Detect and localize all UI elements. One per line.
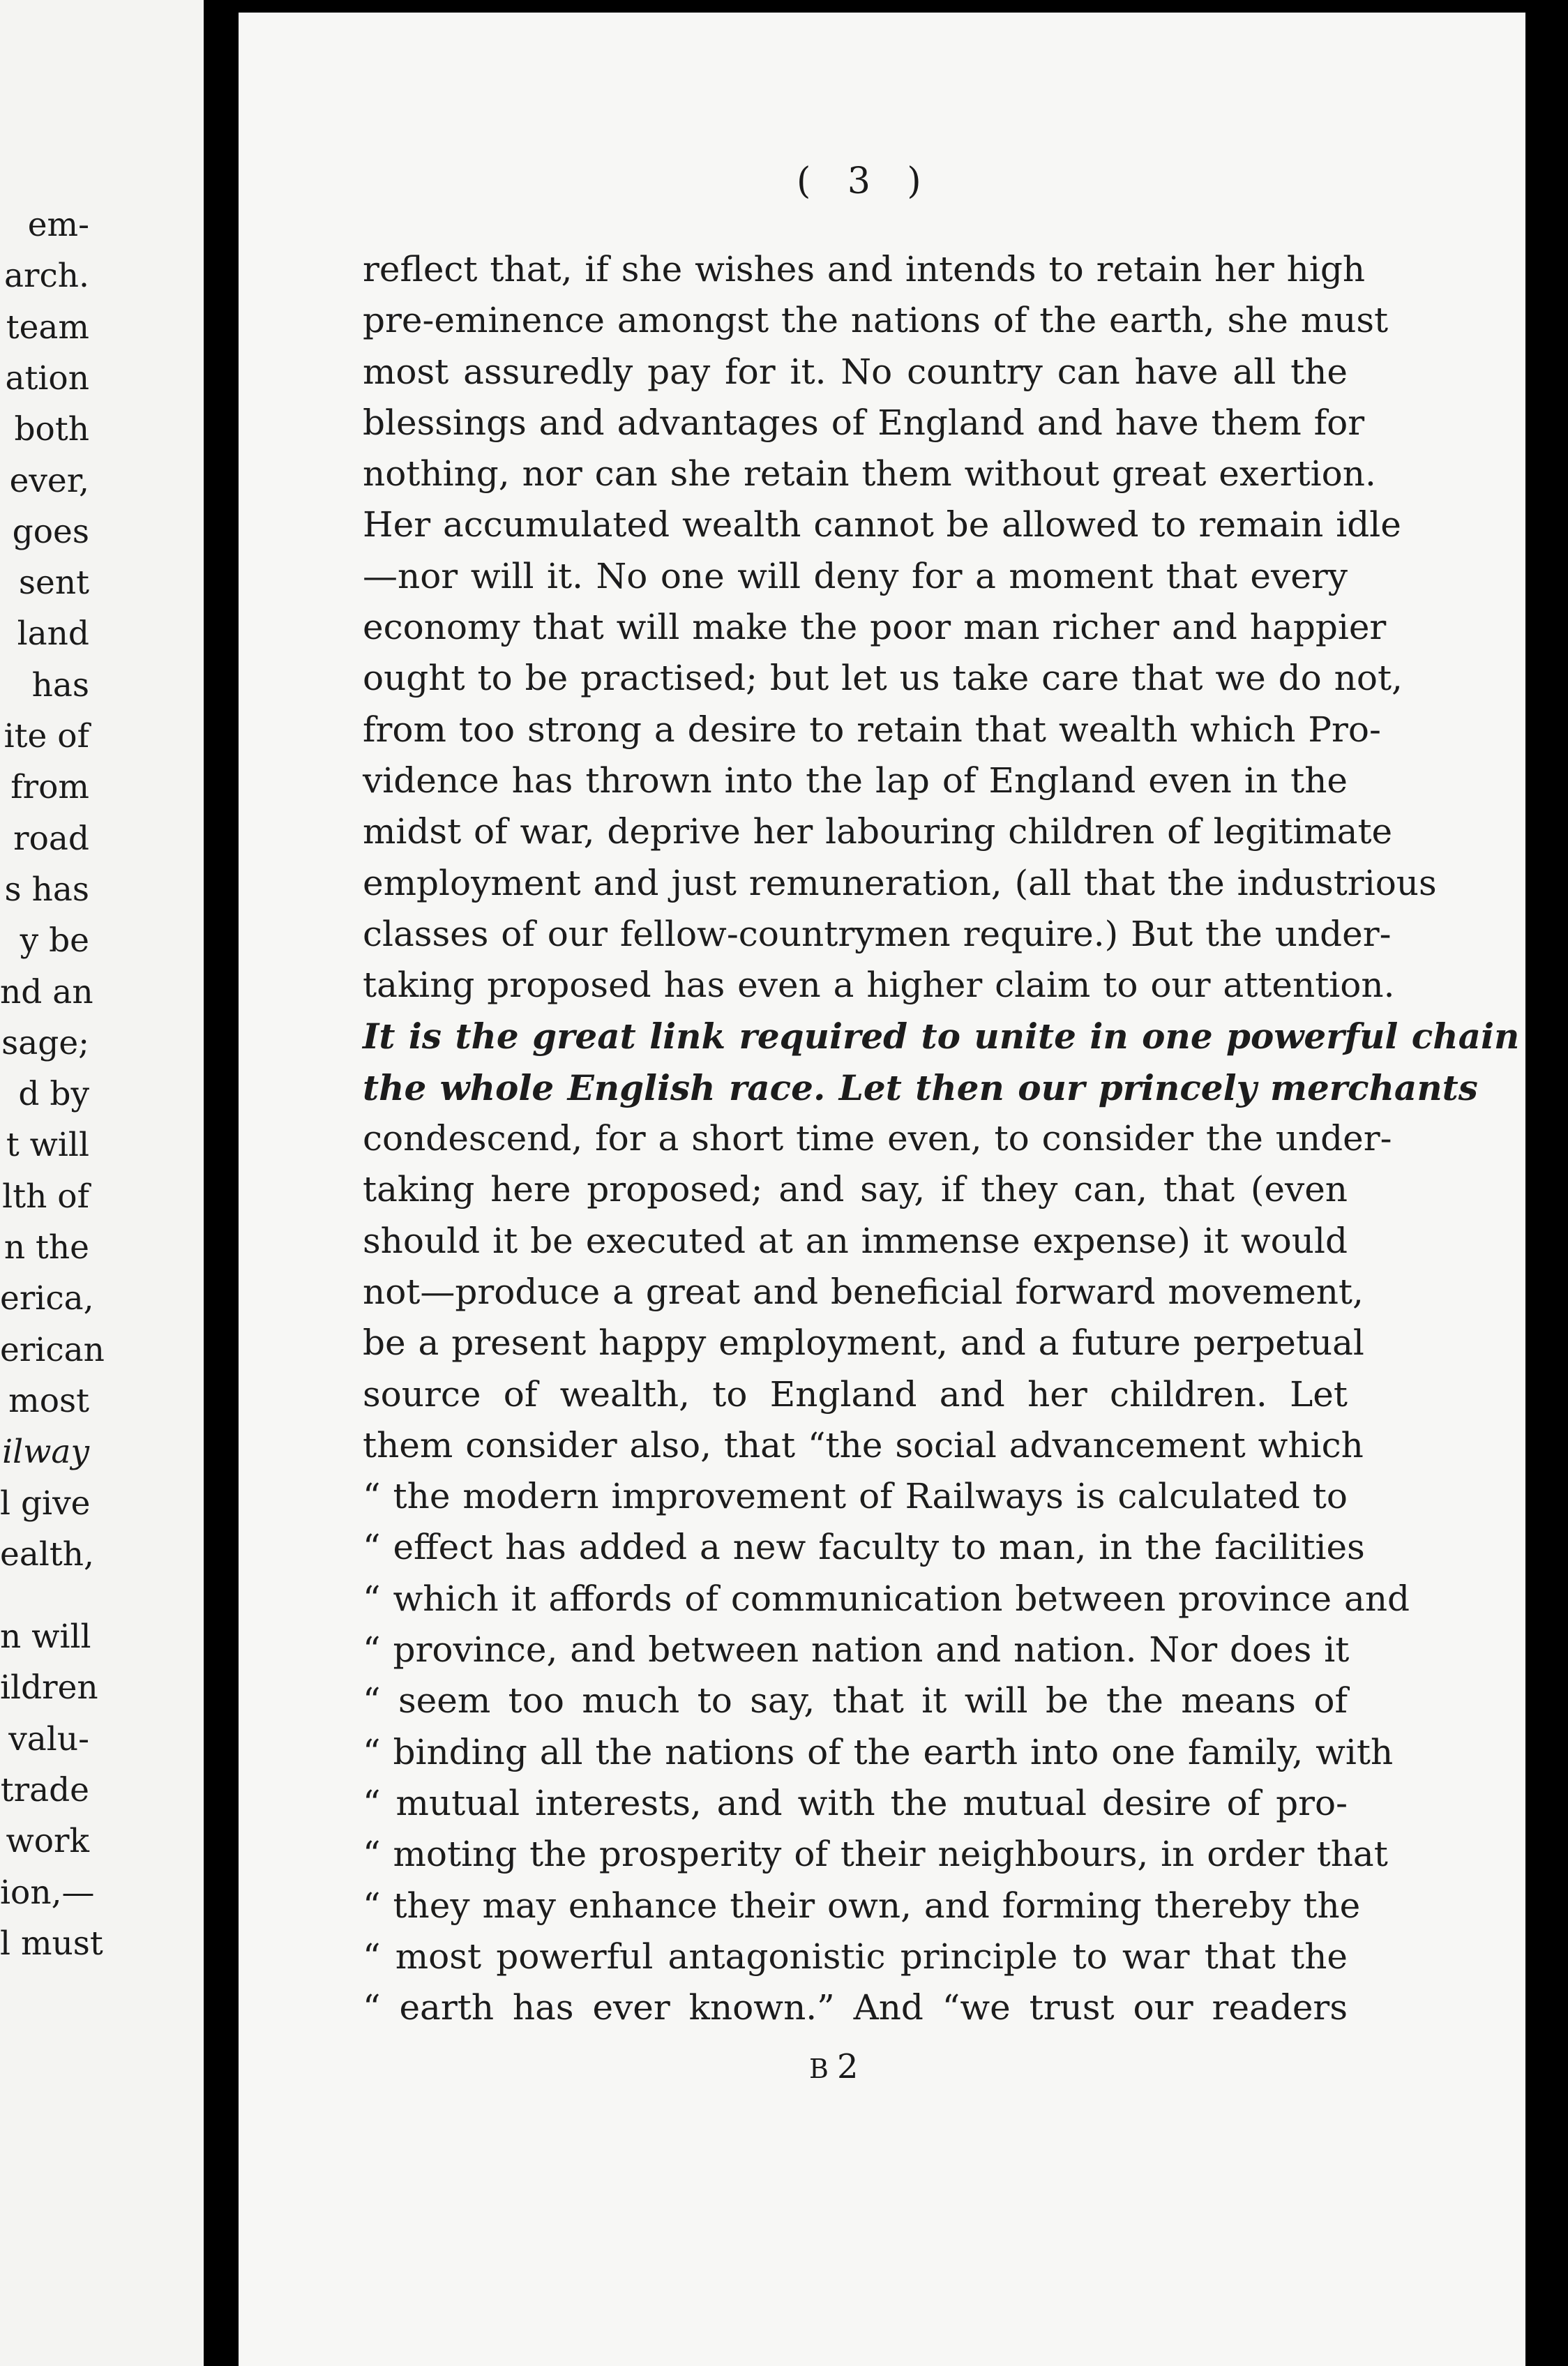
left-page-fragment: erica, [0, 1279, 94, 1318]
left-page-fragment: ildren [0, 1668, 98, 1708]
text-line: blessings and advantages of England and have them for [363, 402, 1365, 443]
text-line: “ seem too much to say, that it will be the means of [363, 1680, 1348, 1721]
text-line: economy that will make the poor man richer and happier [363, 607, 1387, 648]
text-line: Her accumulated wealth cannot be allowed to remain idle [363, 504, 1401, 545]
text-line: “ mutual interests, and with the mutual desire of pro- [363, 1782, 1348, 1823]
text-line: the whole English race. Let then our princely merchants [363, 1067, 1478, 1108]
text-line: “ moting the prosperity of their neighbours, in order that [363, 1834, 1388, 1875]
page-right-edge [1525, 0, 1568, 2366]
text-line: “ which it affords of communication between province and [363, 1578, 1410, 1619]
signature-letter: B [809, 2054, 829, 2084]
text-line: taking proposed has even a higher claim to our attention. [363, 965, 1395, 1006]
text-line: “ the modern improvement of Railways is calculated to [363, 1476, 1348, 1517]
left-page-fragment: em- [27, 206, 89, 244]
left-page-fragment: lth of [2, 1177, 89, 1216]
left-page-fragment: road [13, 819, 89, 858]
left-page-fragment: has [31, 665, 89, 704]
left-page-fragment: t will [6, 1126, 89, 1165]
text-line: reflect that, if she wishes and intends to retain her high [363, 249, 1366, 289]
left-page-fragment: n the [3, 1228, 89, 1267]
left-page-fragment: nd an [0, 972, 93, 1011]
previous-page-edge [0, 0, 204, 2366]
left-page-fragment: n will [0, 1618, 91, 1657]
left-page-fragment: s has [4, 870, 89, 909]
left-page-fragment: ion,— [0, 1873, 95, 1912]
text-line: source of wealth, to England and her children. Let [363, 1373, 1348, 1415]
left-page-fragment: y be [20, 921, 89, 960]
text-line: midst of war, deprive her labouring children of legitimate [363, 811, 1393, 852]
page-number-header: ( 3 ) [797, 160, 934, 202]
left-page-fragment: arch. [3, 257, 89, 296]
text-line: taking here proposed; and say, if they can, that (even [363, 1169, 1348, 1210]
left-page-fragment: l give [0, 1484, 91, 1523]
left-page-fragment: ealth, [0, 1535, 94, 1574]
text-line: “ they may enhance their own, and forming thereby the [363, 1885, 1361, 1926]
text-line: condescend, for a short time even, to consider the under- [363, 1118, 1392, 1159]
signature-mark [809, 2047, 858, 2086]
text-line: “ province, and between nation and nation. Nor does it [363, 1629, 1350, 1671]
text-line: It is the great link required to unite in one powerful chain [363, 1016, 1520, 1057]
left-page-fragment: d by [18, 1075, 89, 1114]
text-line: be a present happy employment, and a future perpetual [363, 1323, 1364, 1364]
left-page-fragment: ilway [2, 1433, 89, 1472]
text-line: vidence has thrown into the lap of England even in the [363, 760, 1348, 801]
text-line: pre-eminence amongst the nations of the earth, she must [363, 300, 1389, 341]
text-line: —nor will it. No one will deny for a moment that every [363, 555, 1348, 596]
left-page-fragment: team [6, 308, 89, 347]
text-line: “ binding all the nations of the earth into one family, with [363, 1731, 1394, 1772]
text-line: “ most powerful antagonistic principle to war that the [363, 1936, 1348, 1977]
left-page-fragment: sent [18, 564, 89, 603]
left-page-fragment: most [8, 1381, 89, 1420]
left-page-fragment: goes [12, 512, 89, 551]
left-page-fragment: erican [0, 1330, 105, 1369]
text-line: ought to be practised; but let us take care that we do not, [363, 658, 1403, 699]
text-line: nothing, nor can she retain them without great exertion. [363, 453, 1376, 495]
left-page-fragment: trade [0, 1771, 89, 1809]
left-page-fragment: l must [0, 1924, 103, 1963]
left-page-fragment: ation [5, 359, 89, 398]
text-line: “ earth has ever known.” And “we trust our readers [363, 1987, 1348, 2028]
text-line: should it be executed at an immense expense) it would [363, 1220, 1348, 1261]
page-body-text [363, 244, 1520, 2033]
left-page-fragment: sage; [1, 1023, 89, 1062]
left-page-fragment: ever, [9, 461, 89, 500]
text-line: them consider also, that “the social advancement which [363, 1424, 1364, 1465]
signature-number: 2 [836, 2047, 859, 2086]
text-line: from too strong a desire to retain that wealth which Pro- [363, 709, 1381, 750]
text-line: “ effect has added a new faculty to man, in the facilities [363, 1527, 1365, 1568]
text-line: classes of our fellow-countrymen require.) But the under- [363, 913, 1392, 954]
left-page-fragment: valu- [8, 1719, 89, 1758]
left-page-fragment: from [10, 768, 89, 807]
left-page-fragment: both [14, 410, 89, 449]
left-page-fragment: work [6, 1822, 89, 1861]
left-page-fragment: land [17, 615, 89, 654]
book-gutter [204, 0, 239, 2366]
left-page-fragment: ite of [3, 717, 89, 755]
text-line: most assuredly pay for it. No country can have all the [363, 351, 1348, 392]
text-line: not—produce a great and beneficial forward movement, [363, 1271, 1364, 1312]
text-line: employment and just remuneration, (all that the industrious [363, 862, 1437, 903]
